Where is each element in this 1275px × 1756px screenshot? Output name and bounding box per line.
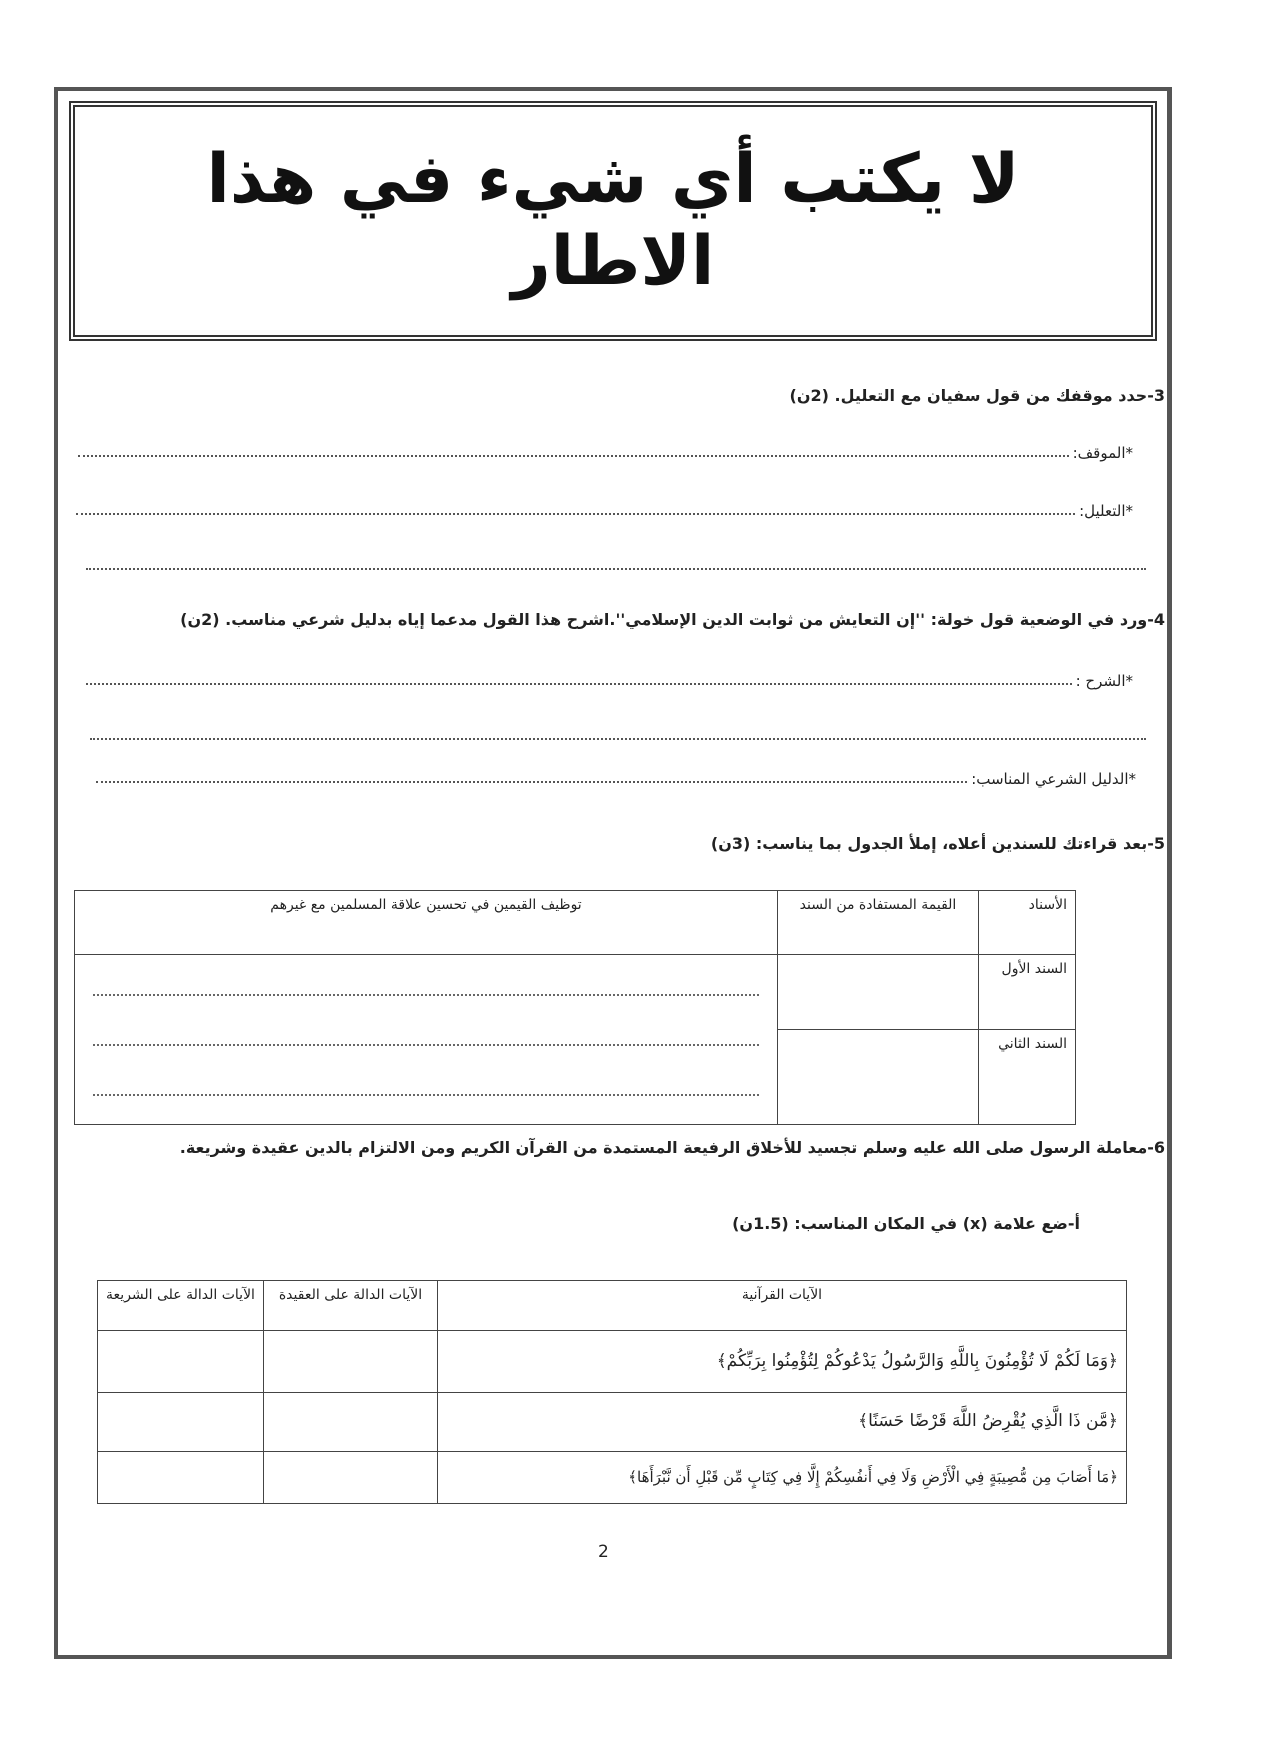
aqida-checkbox-2[interactable] — [264, 1393, 438, 1452]
verse-3: ﴿مَا أَصَابَ مِن مُّصِيبَةٍ فِي الْأَرْضِ وَلَا فِي أَنفُسِكُمْ إِلَّا فِي كِتَابٍ مِّن قَبْلِ أَن نَّبْرَأَهَا﴾ — [438, 1452, 1127, 1504]
sharh-label: *الشرح : — [1075, 672, 1133, 690]
row-sanad-2: السند الثاني — [979, 1030, 1076, 1125]
dalil-field[interactable] — [96, 770, 1136, 788]
row-sanad-1: السند الأول — [979, 955, 1076, 1030]
talil-label: *التعليل: — [1079, 502, 1133, 520]
header-verses: الآيات القرآنية — [438, 1281, 1127, 1331]
aqida-checkbox-1[interactable] — [264, 1331, 438, 1393]
mawqif-label: *الموقف: — [1072, 444, 1133, 462]
verses-table — [97, 1280, 1127, 1504]
verse-1: ﴿وَمَا لَكُمْ لَا تُؤْمِنُونَ بِاللَّهِ وَالرَّسُولُ يَدْعُوكُمْ لِتُؤْمِنُوا بِرَبِّكُمْ﴾ — [438, 1331, 1127, 1393]
header-sharia: الآيات الدالة على الشريعة — [98, 1281, 264, 1331]
header-asnad: الأسناد — [979, 891, 1076, 955]
dalil-label: *الدليل الشرعي المناسب: — [971, 770, 1136, 788]
question-6: 6-معاملة الرسول صلى الله عليه وسلم تجسيد للأخلاق الرفيعة المستمدة من القرآن الكريم ومن الالتزام بالدين عقيدة وشريعة. — [179, 1138, 1165, 1157]
answer-line[interactable] — [90, 738, 1146, 740]
do-not-write-title: لا يكتب أي شيء في هذا الاطار — [206, 140, 1020, 301]
application-cell[interactable] — [75, 955, 778, 1125]
mawqif-field[interactable] — [78, 444, 1133, 462]
talil-field[interactable] — [76, 502, 1133, 520]
aqida-checkbox-3[interactable] — [264, 1452, 438, 1504]
page-number: 2 — [598, 1542, 609, 1562]
sanad-table — [74, 890, 1076, 1125]
do-not-write-box — [69, 101, 1157, 341]
sharh-field[interactable] — [86, 672, 1133, 690]
answer-line[interactable] — [86, 568, 1146, 570]
header-aqida: الآيات الدالة على العقيدة — [264, 1281, 438, 1331]
question-6a: أ-ضع علامة (x) في المكان المناسب: (1.5ن) — [732, 1214, 1080, 1233]
header-application: توظيف القيمين في تحسين علاقة المسلمين مع غيرهم — [75, 891, 778, 955]
question-3: 3-حدد موقفك من قول سفيان مع التعليل. (2ن) — [789, 386, 1165, 405]
sharia-checkbox-1[interactable] — [98, 1331, 264, 1393]
verse-2: ﴿مَّن ذَا الَّذِي يُقْرِضُ اللَّهَ قَرْضًا حَسَنًا﴾ — [438, 1393, 1127, 1452]
value-cell-1[interactable] — [778, 955, 979, 1030]
sharia-checkbox-3[interactable] — [98, 1452, 264, 1504]
question-5: 5-بعد قراءتك للسندين أعلاه، إملأ الجدول بما يناسب: (3ن) — [710, 834, 1165, 853]
value-cell-2[interactable] — [778, 1030, 979, 1125]
question-4: 4-ورد في الوضعية قول خولة: ''إن التعايش من ثوابت الدين الإسلامي''.اشرح هذا القول مدعما إياه بدليل شرعي مناسب. (2ن) — [180, 610, 1165, 629]
sharia-checkbox-2[interactable] — [98, 1393, 264, 1452]
header-value: القيمة المستفادة من السند — [778, 891, 979, 955]
